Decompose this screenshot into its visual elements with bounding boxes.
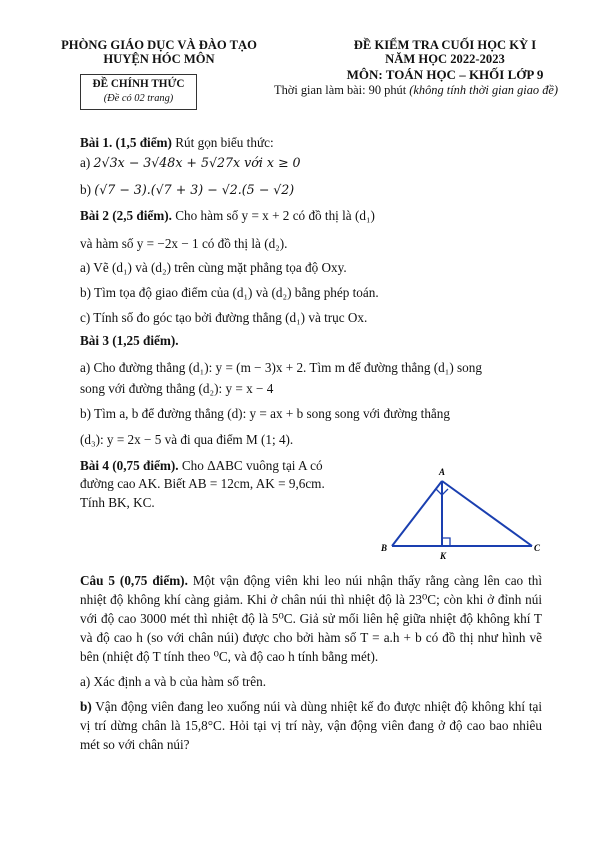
cau5-part-b <box>80 697 542 754</box>
exam-title: ĐỀ KIỂM TRA CUỐI HỌC KỲ I <box>353 38 537 52</box>
bai1-b-expression: (√7 − 3).(√7 + 3) − √2.(5 − √2) <box>94 182 295 197</box>
pages-note: (Đề có 02 trang) <box>103 93 174 104</box>
bai2-part-b: b) Tìm tọa độ giao điểm của (d₁) và (d₂) bằng phép toán. <box>80 285 379 300</box>
time-info <box>274 83 558 98</box>
bai1-title: Bài 1. (1,5 điểm) <box>80 135 172 150</box>
bai3-title: Bài 3 (1,25 điểm). <box>80 333 179 348</box>
bai4-heading <box>80 457 323 474</box>
bai3-part-a-line1: a) Cho đường thẳng (d₁): y = (m − 3)x + 2. Tìm m để đường thẳng (d₁) song <box>80 360 482 375</box>
school-year: NĂM HỌC 2022-2023 <box>385 52 505 66</box>
bai1-part-b <box>80 181 294 198</box>
bai3-part-a-line2: song với đường thẳng (d₂): y = x − 4 <box>80 381 274 396</box>
bai2-title: Bài 2 (2,5 điểm). <box>80 208 172 223</box>
label-b: B <box>381 543 388 553</box>
bai1-a-expression: 2√3x − 3√48x + 5√27x với x ≥ 0 <box>93 155 301 170</box>
bai2-part-a: a) Vẽ (d₁) và (d₂) trên cùng mặt phẳng tọa độ Oxy. <box>80 260 347 275</box>
bai2-heading <box>80 207 375 224</box>
bai1-heading <box>80 134 274 151</box>
triangle-figure <box>372 464 542 564</box>
cau5-text: Một vận động viên khi leo núi nhận thấy rằng càng lên cao thì nhiệt độ không khí càng giảm. Khi ở chân núi thì nhiệt độ là 23⁰C; còn khi ở đỉnh núi với độ cao 3000 mét thì nhiệt độ là 5⁰C. Giả sử mối liên hệ giữa nhiệt độ không khí T và độ cao h (so với chân núi) được cho bởi hàm số T = a.h + b có đồ thị như hình vẽ bên (nhiệt độ T tính theo ⁰C, và độ cao h tính bằng mét). <box>80 573 543 664</box>
bai4-line-2: đường cao AK. Biết AB = 12cm, AK = 9,6cm. <box>80 476 325 491</box>
cau5-paragraph <box>80 571 542 666</box>
time-note: (không tính thời gian giao đề) <box>409 83 559 97</box>
label-k: K <box>440 551 447 561</box>
cau5-title: Câu 5 (0,75 điểm). <box>80 573 188 588</box>
bai2-intro-2: và hàm số y = −2x − 1 có đồ thị là (d₂). <box>80 236 288 251</box>
cau5-b-label: b) <box>80 699 92 714</box>
bai2-part-c: c) Tính số đo góc tạo bởi đường thẳng (d₁) và trục Ox. <box>80 310 368 325</box>
official-label: ĐỀ CHÍNH THỨC <box>92 78 185 90</box>
official-stamp-box <box>80 74 197 110</box>
segment-ac <box>442 481 532 546</box>
time-label: Thời gian làm bài: 90 phút <box>274 83 407 97</box>
bai4-title: Bài 4 (0,75 điểm). <box>80 458 179 473</box>
bai1-prompt: Rút gọn biểu thức: <box>175 135 274 150</box>
bai1-b-label: b) <box>80 182 91 197</box>
bai1-part-a <box>80 154 301 171</box>
label-a: A <box>439 467 446 477</box>
bai3-part-b-line1: b) Tìm a, b để đường thẳng (d): y = ax + b song song với đường thẳng <box>80 406 450 421</box>
label-c: C <box>534 543 541 553</box>
department-name: PHÒNG GIÁO DỤC VÀ ĐÀO TẠO <box>61 38 257 52</box>
right-angle-mark-k <box>442 538 450 546</box>
bai2-intro-1: Cho hàm số y = x + 2 có đồ thị là (d₁) <box>175 208 375 223</box>
bai4-line-3: Tính BK, KC. <box>80 495 155 510</box>
segment-ab <box>392 481 442 546</box>
cau5-part-a: a) Xác định a và b của hàm số trên. <box>80 674 267 689</box>
bai4-line-1: Cho ΔABC vuông tại A có <box>181 458 323 473</box>
cau5-b-text: Vận động viên đang leo xuống núi và dùng nhiệt kế đo được nhiệt độ không khí tại vị trí dừng chân là 15,8°C. Hỏi tại vị trí này, vận động viên đang ở độ cao bao nhiêu mét so với chân núi? <box>80 699 542 752</box>
subject-grade: MÔN: TOÁN HỌC – KHỐI LỚP 9 <box>346 67 544 82</box>
bai3-part-b-line2: (d₃): y = 2x − 5 và đi qua điểm M (1; 4). <box>80 432 294 447</box>
bai1-a-label: a) <box>80 155 91 170</box>
district-name: HUYỆN HÓC MÔN <box>103 52 215 66</box>
